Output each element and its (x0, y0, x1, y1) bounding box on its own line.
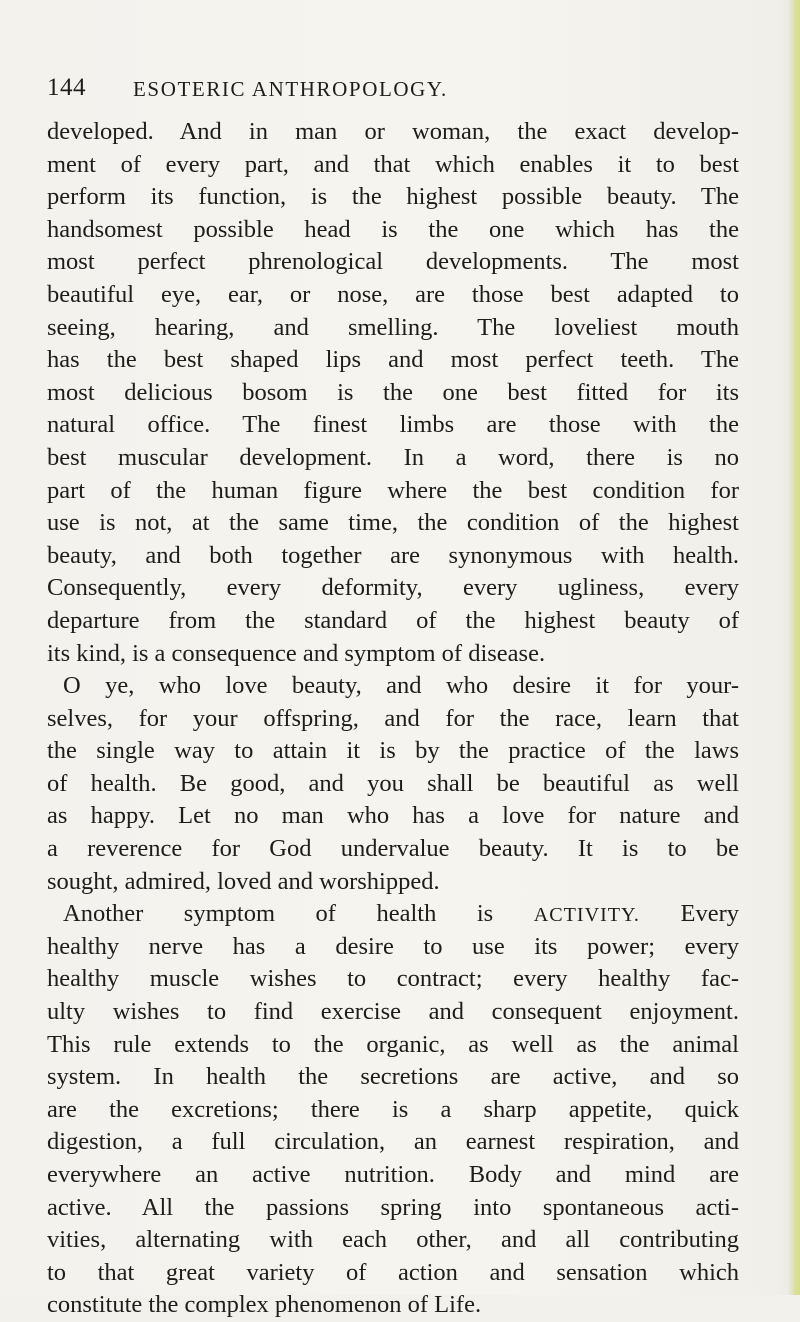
text-line: natural office. The finest limbs are those with the (47, 411, 739, 439)
text-line: developed. And in man or woman, the exact develop- (47, 118, 739, 145)
text-line: O ye, who love beauty, and who desire it for your- (63, 672, 739, 700)
text-line: most perfect phrenological developments. The most (47, 248, 739, 276)
text-line: seeing, hearing, and smelling. The loveliest mouth (47, 313, 739, 341)
text-line: best muscular development. In a word, there is no (47, 443, 739, 471)
text-line: active. All the passions spring into spontaneous acti- (47, 1193, 739, 1221)
text-line: constitute the complex phenomenon of Life. (47, 1291, 482, 1319)
text-line: selves, for your offspring, and for the race, learn that (47, 704, 739, 732)
text-line: handsomest possible head is the one which has the (47, 215, 739, 243)
text-line: a reverence for God undervalue beauty. It is to be (47, 835, 739, 863)
text-line: its kind, is a consequence and symptom of disease. (47, 639, 546, 667)
text-line: the single way to attain it is by the practice of the laws (47, 737, 739, 765)
text-line: ment of every part, and that which enables it to best (47, 150, 739, 178)
text-line: This rule extends to the organic, as well as the animal (47, 1030, 739, 1058)
page-edge-shadow (788, 0, 800, 1295)
text-line: are the excretions; there is a sharp appetite, quick (47, 1095, 739, 1123)
text-line: system. In health the secretions are active, and so (47, 1063, 739, 1091)
text-line: beauty, and both together are synonymous with health. (47, 541, 739, 569)
text-line: sought, admired, loved and worshipped. (47, 867, 440, 895)
emphasis-smallcaps: ACTIVITY. (533, 904, 640, 927)
page-number: 144 (47, 74, 86, 101)
text-line: Consequently, every deformity, every ugliness, every (47, 574, 739, 602)
text-line: departure from the standard of the highest beauty of (47, 606, 739, 634)
text-line: of health. Be good, and you shall be beautiful as well (47, 769, 739, 797)
running-title: ESOTERIC ANTHROPOLOGY. (133, 77, 448, 101)
text-line: digestion, a full circulation, an earnest respiration, and (47, 1128, 739, 1156)
text-line: as happy. Let no man who has a love for nature and (47, 802, 739, 830)
text-line: most delicious bosom is the one best fitted for its (47, 378, 739, 406)
text-line: Another symptom of health is ACTIVITY. Every (63, 900, 739, 928)
body-text (47, 116, 739, 1322)
text-line: beautiful eye, ear, or nose, are those best adapted to (47, 280, 739, 308)
text-line: has the best shaped lips and most perfect teeth. The (47, 346, 739, 374)
text-line: perform its function, is the highest possible beauty. The (47, 183, 739, 211)
text-line: to that great variety of action and sensation which (47, 1258, 739, 1286)
text-line: healthy muscle wishes to contract; every healthy fac- (47, 965, 739, 993)
text-line: everywhere an active nutrition. Body and mind are (47, 1161, 739, 1188)
text-line: vities, alternating with each other, and all contributing (47, 1226, 739, 1254)
text-line: use is not, at the same time, the condition of the highest (47, 509, 739, 537)
text-line: healthy nerve has a desire to use its power; every (47, 932, 739, 960)
text-line: part of the human figure where the best condition for (47, 476, 739, 504)
text-line: ulty wishes to find exercise and consequent enjoyment. (47, 998, 739, 1026)
page-header (0, 70, 800, 110)
